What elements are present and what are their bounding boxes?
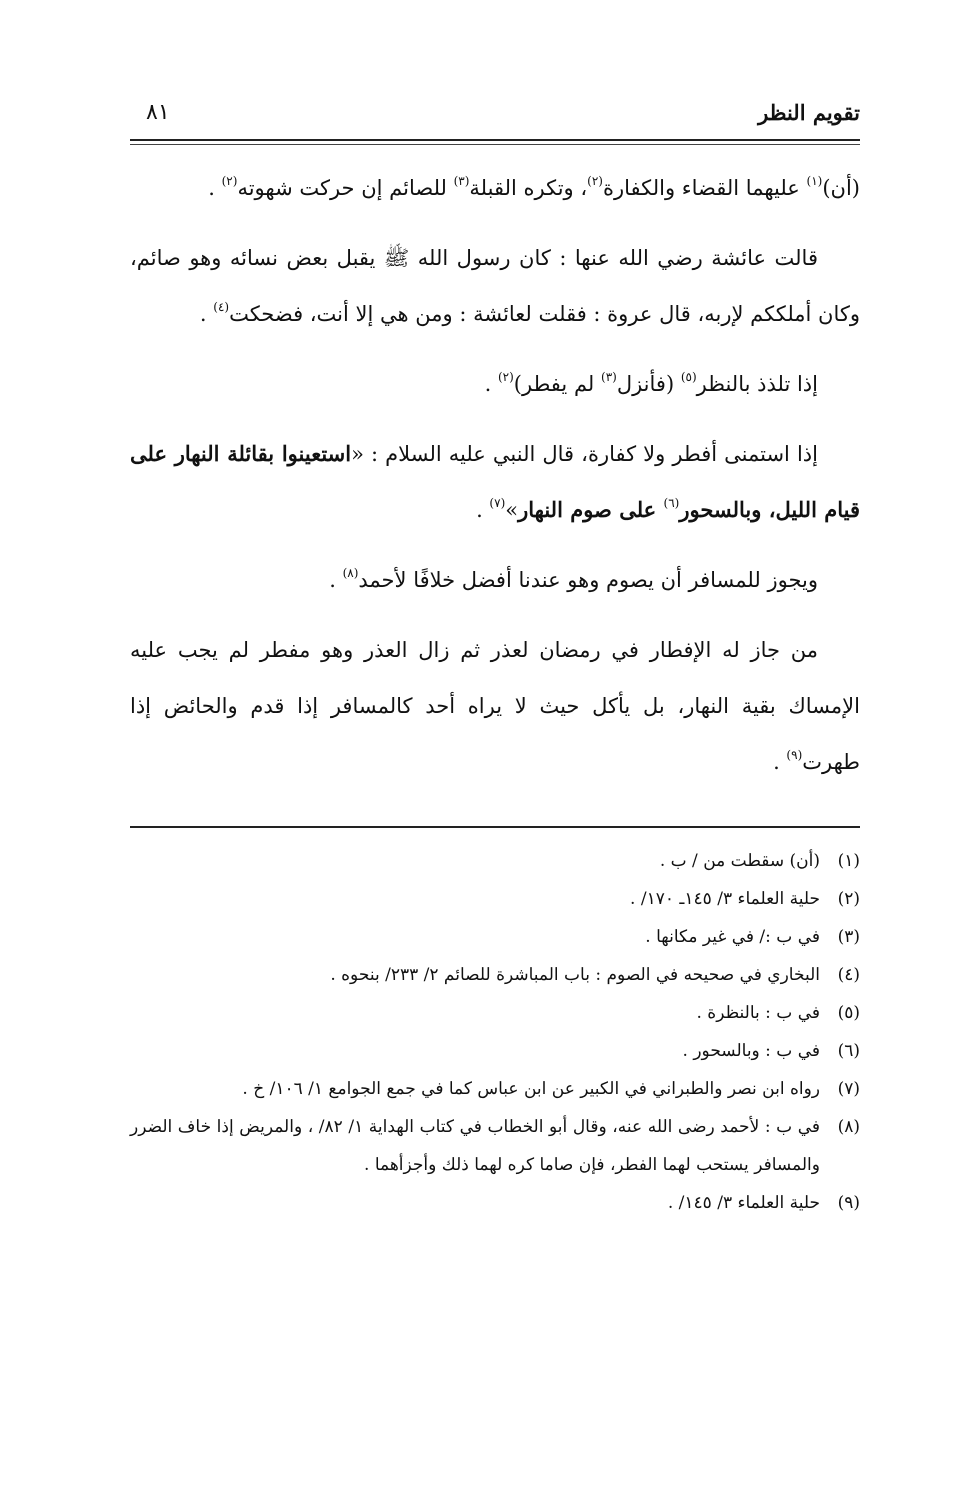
footnote-number: (٩) [837,1193,860,1213]
header-rule [130,139,860,141]
footnote-number: (٧) [837,1079,860,1099]
text-run: (فأنزل [616,372,681,396]
text-run: » [505,498,519,522]
text-run: لم يفطر) [513,372,601,396]
footnote [130,918,860,956]
footnote [130,880,860,918]
footnote-ref: (٢) [587,174,603,188]
hadith-text: استعينوا بقائلة النهار على قيام الليل، وبالسحور [130,441,860,522]
paragraph-6 [130,622,860,790]
text-run: قالت عائشة رضي الله عنها : كان رسول الله ﷺ يقبل بعض نسائه وهو صائم، وكان أملككم لإربه، قال عروة : فقلت لعائشة : ومن هي إلا أنت، فضحكت [130,246,860,326]
text-run: ويجوز للمسافر أن يصوم وهو عندنا أفضل خلافًا لأحمد [358,568,818,592]
footnotes [130,842,860,1222]
footnote-text: البخاري في صحيحه في الصوم : باب المباشرة للصائم ٢/ ٢٣٣/ بنحوه . [330,965,820,985]
header-rule-thin [130,144,860,145]
footnote-ref: (٣) [453,174,470,188]
footnote [130,1032,860,1070]
paragraph-1 [130,160,860,216]
text-run: . [773,750,787,774]
text-run: إذا استمنى أفطر ولا كفارة، قال النبي عليه السلام : « [351,442,818,466]
page-number: ٨١ [146,100,170,125]
footnote [130,994,860,1032]
footnote-ref: (٦) [663,496,680,510]
paragraph-3 [130,356,860,412]
footnote [130,956,860,994]
footnote-ref: (٢) [221,174,238,188]
text-run: عليهما القضاء والكفارة [602,176,807,200]
footnote [130,842,860,880]
page-header [130,98,860,138]
footnote-text: في ب :/ في غير مكانها . [645,927,820,947]
footnote [130,1184,860,1222]
footnote-number: (٥) [837,1003,860,1023]
text-run: . [484,372,498,396]
footnote-text: (أن) سقطت من / ب . [659,851,820,871]
footnote-number: (٣) [837,927,860,947]
text-run: . [329,568,343,592]
footnote-number: (٨) [837,1117,860,1137]
paragraph-2 [130,230,860,342]
footnote-number: (٤) [837,965,860,985]
paragraph-5 [130,552,860,608]
text-run: . [199,302,214,326]
text-run: للصائم إن حركت شهوته [237,176,454,200]
footnote-ref: (٥) [680,370,697,384]
footnote-text: حلية العلماء ٣/ ١٤٥ـ ١٧٠/ . [630,889,820,909]
footnote [130,1108,860,1184]
text-run: (أن) [822,176,860,200]
footnote-text: في ب : وبالسحور . [682,1041,820,1061]
footnote-text: حلية العلماء ٣/ ١٤٥/ . [667,1193,820,1213]
text-run: . [476,498,490,522]
text-run: . [208,176,222,200]
footnote-ref: (٣) [601,370,617,384]
footnote-number: (٢) [837,889,860,909]
footnote-number: (١) [837,851,860,871]
footnote-text: رواه ابن نصر والطبراني في الكبير عن ابن عباس كما في جمع الجوامع ١/ ١٠٦/ خ . [242,1079,820,1099]
running-title: تقويم النظر [758,100,860,125]
footnote-number: (٦) [837,1041,860,1061]
footnote-ref: (٧) [489,496,506,510]
paragraph-4 [130,426,860,538]
main-text [130,160,860,804]
text-run: من جاز له الإفطار في رمضان لعذر ثم زال العذر وهو مفطر لم يجب عليه الإمساك بقية النهار، بل يأكل حيث لا يراه أحد كالمسافر إذا قدم والحائض إذا طهرت [130,638,860,774]
text-run: إذا تلذذ بالنظر [696,372,818,396]
hadith-text: على صوم النهار [518,497,664,522]
footnote [130,1070,860,1108]
footnote-text: في ب : بالنظرة . [696,1003,820,1023]
text-run: ، وتكره القبلة [469,176,588,200]
footnote-ref: (٨) [342,566,359,580]
footnote-ref: (٤) [213,300,230,314]
footnote-ref: (١) [806,174,823,188]
footnote-ref: (٢) [497,370,514,384]
footnote-text: في ب : لأحمد رضى الله عنه، وقال أبو الخطاب في كتاب الهداية ١/ ٨٢/ ، والمريض إذا خاف الضرر والمسافر يستحب لهما الفطر، فإن صاما كره لهما ذلك وأجزأهما . [130,1117,821,1175]
footnote-separator [130,826,860,828]
footnote-ref: (٩) [786,748,803,762]
